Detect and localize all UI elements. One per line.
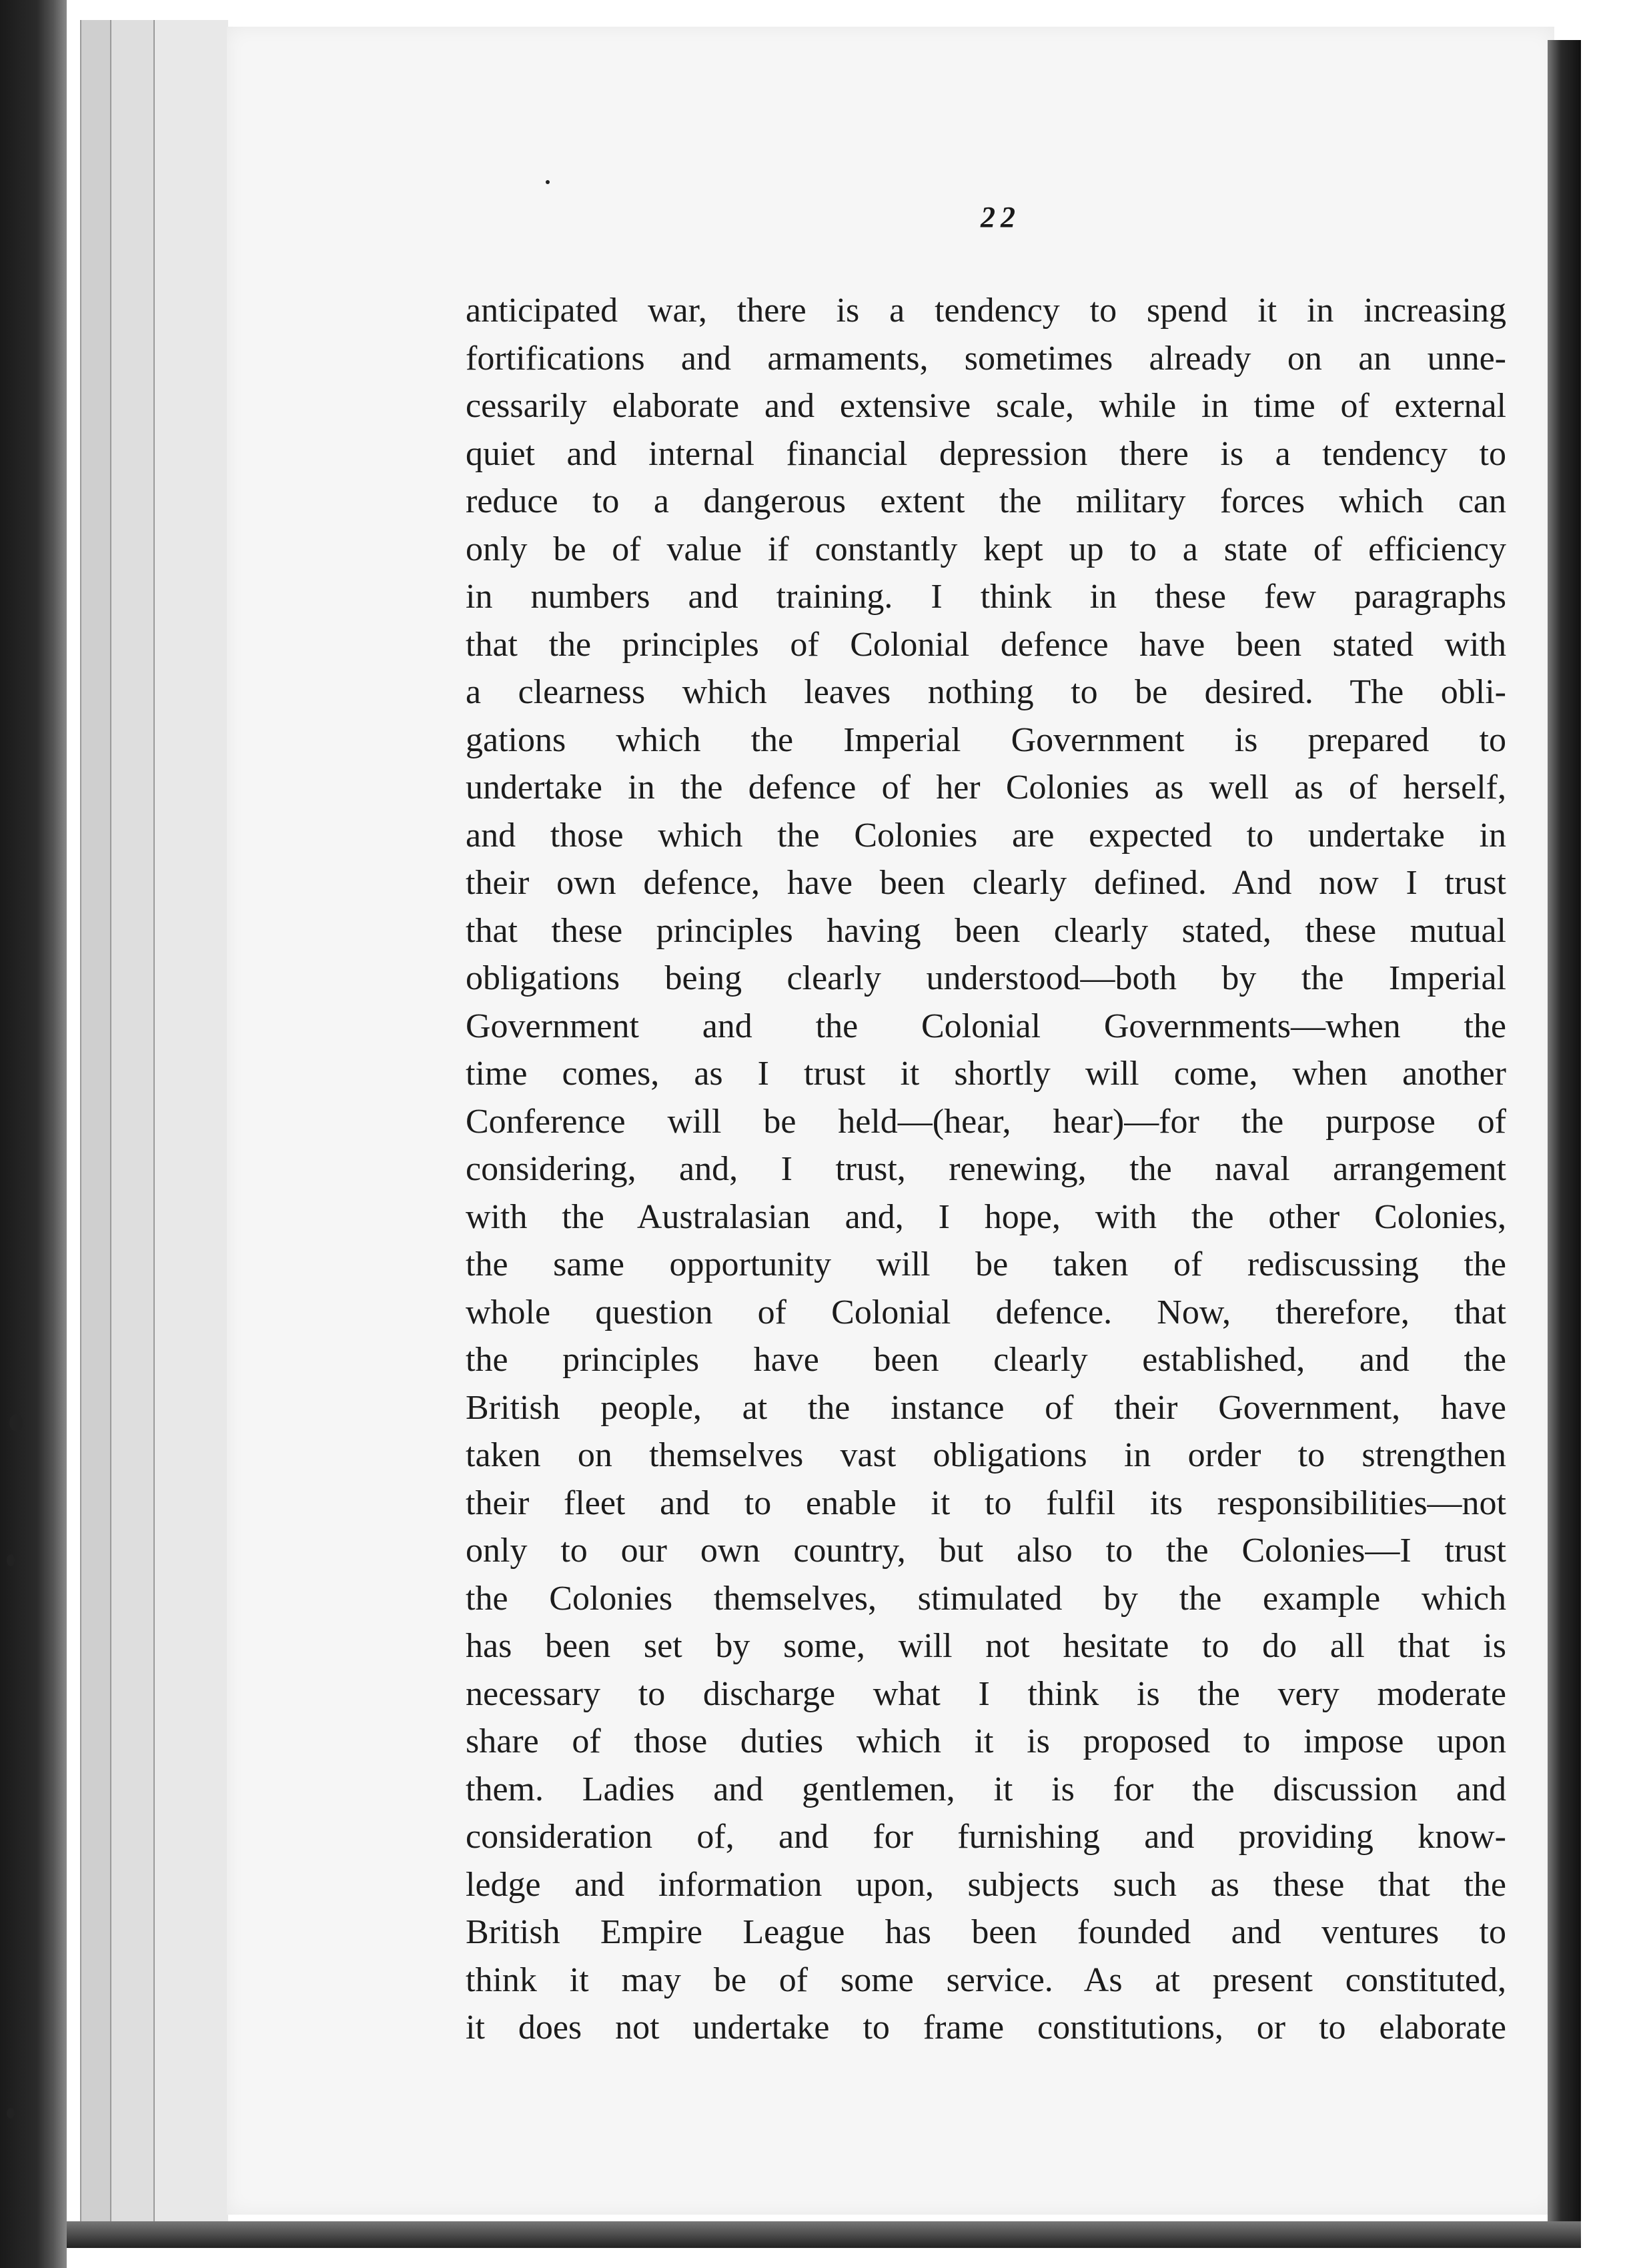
scan-speck bbox=[546, 180, 550, 184]
scan-speck bbox=[9, 1414, 23, 1432]
text-line: obligations being clearly understood—both by the Imperial bbox=[466, 959, 1506, 997]
text-line: a clearness which leaves nothing to be desired. The obli- bbox=[466, 673, 1506, 711]
text-line: ledge and information upon, subjects such as these that the bbox=[466, 1865, 1506, 1904]
text-line: cessarily elaborate and extensive scale, while in time of external bbox=[466, 387, 1506, 425]
text-line: undertake in the defence of her Colonies as well as of herself, bbox=[466, 768, 1506, 806]
text-line: them. Ladies and gentlemen, it is for the discussion and bbox=[466, 1770, 1506, 1808]
scan-speck bbox=[7, 1554, 15, 1566]
page-number: 22 bbox=[981, 201, 1021, 233]
text-line: anticipated war, there is a tendency to spend it in increasing bbox=[466, 292, 1506, 330]
page-edges-innermost bbox=[153, 20, 228, 2221]
text-line: consideration of, and for furnishing and providing know- bbox=[466, 1818, 1506, 1856]
text-line: quiet and internal financial depression there is a tendency to bbox=[466, 434, 1506, 473]
text-line: has been set by some, will not hesitate to do all that is bbox=[466, 1627, 1506, 1665]
text-line: Government and the Colonial Governments—when the bbox=[466, 1007, 1506, 1045]
text-line: the principles have been clearly established, and the bbox=[466, 1341, 1506, 1379]
text-line: with the Australasian and, I hope, with the other Colonies, bbox=[466, 1197, 1506, 1236]
text-line: that these principles having been clearly stated, these mutual bbox=[466, 911, 1506, 950]
text-line: their own defence, have been clearly defined. And now I trust bbox=[466, 864, 1506, 902]
text-line: British people, at the instance of their Government, have bbox=[466, 1388, 1506, 1427]
text-line: considering, and, I trust, renewing, the naval arrangement bbox=[466, 1150, 1506, 1188]
text-line: only be of value if constantly kept up to a state of efficiency bbox=[466, 530, 1506, 568]
page-bottom-shadow bbox=[67, 2221, 1581, 2248]
binding-shadow-left bbox=[0, 0, 67, 2268]
text-line: and those which the Colonies are expected to undertake in bbox=[466, 816, 1506, 855]
text-line: taken on themselves vast obligations in order to strengthen bbox=[466, 1436, 1506, 1474]
text-line: fortifications and armaments, sometimes already on an unne- bbox=[466, 339, 1506, 378]
text-line: it does not undertake to frame constitutions, or to elaborate bbox=[466, 2009, 1506, 2047]
text-line: reduce to a dangerous extent the military forces which can bbox=[466, 482, 1506, 520]
text-line: British Empire League has been founded and ventures to bbox=[466, 1913, 1506, 1951]
text-line: only to our own country, but also to the Colonies—I trust bbox=[466, 1532, 1506, 1570]
text-line: their fleet and to enable it to fulfil its responsibilities—not bbox=[466, 1484, 1506, 1522]
text-line: share of those duties which it is proposed to impose upon bbox=[466, 1722, 1506, 1760]
text-line: whole question of Colonial defence. Now, therefore, that bbox=[466, 1293, 1506, 1331]
text-line: the same opportunity will be taken of rediscussing the bbox=[466, 1245, 1506, 1283]
text-line: time comes, as I trust it shortly will come, when another bbox=[466, 1055, 1506, 1093]
scan-margin-right bbox=[1581, 0, 1641, 2268]
text-line: the Colonies themselves, stimulated by the example which bbox=[466, 1579, 1506, 1618]
text-line: necessary to discharge what I think is the very moderate bbox=[466, 1674, 1506, 1713]
text-line: Conference will be held—(hear, hear)—for the purpose of bbox=[466, 1102, 1506, 1141]
text-line: think it may be of some service. As at present constituted, bbox=[466, 1960, 1506, 1999]
body-text bbox=[466, 287, 1506, 2052]
binding-shadow-right bbox=[1548, 40, 1581, 2235]
text-line: gations which the Imperial Government is prepared to bbox=[466, 720, 1506, 759]
text-line: that the principles of Colonial defence have been stated with bbox=[466, 625, 1506, 664]
scan-speck bbox=[7, 2108, 15, 2119]
text-line: in numbers and training. I think in these few paragraphs bbox=[466, 578, 1506, 616]
